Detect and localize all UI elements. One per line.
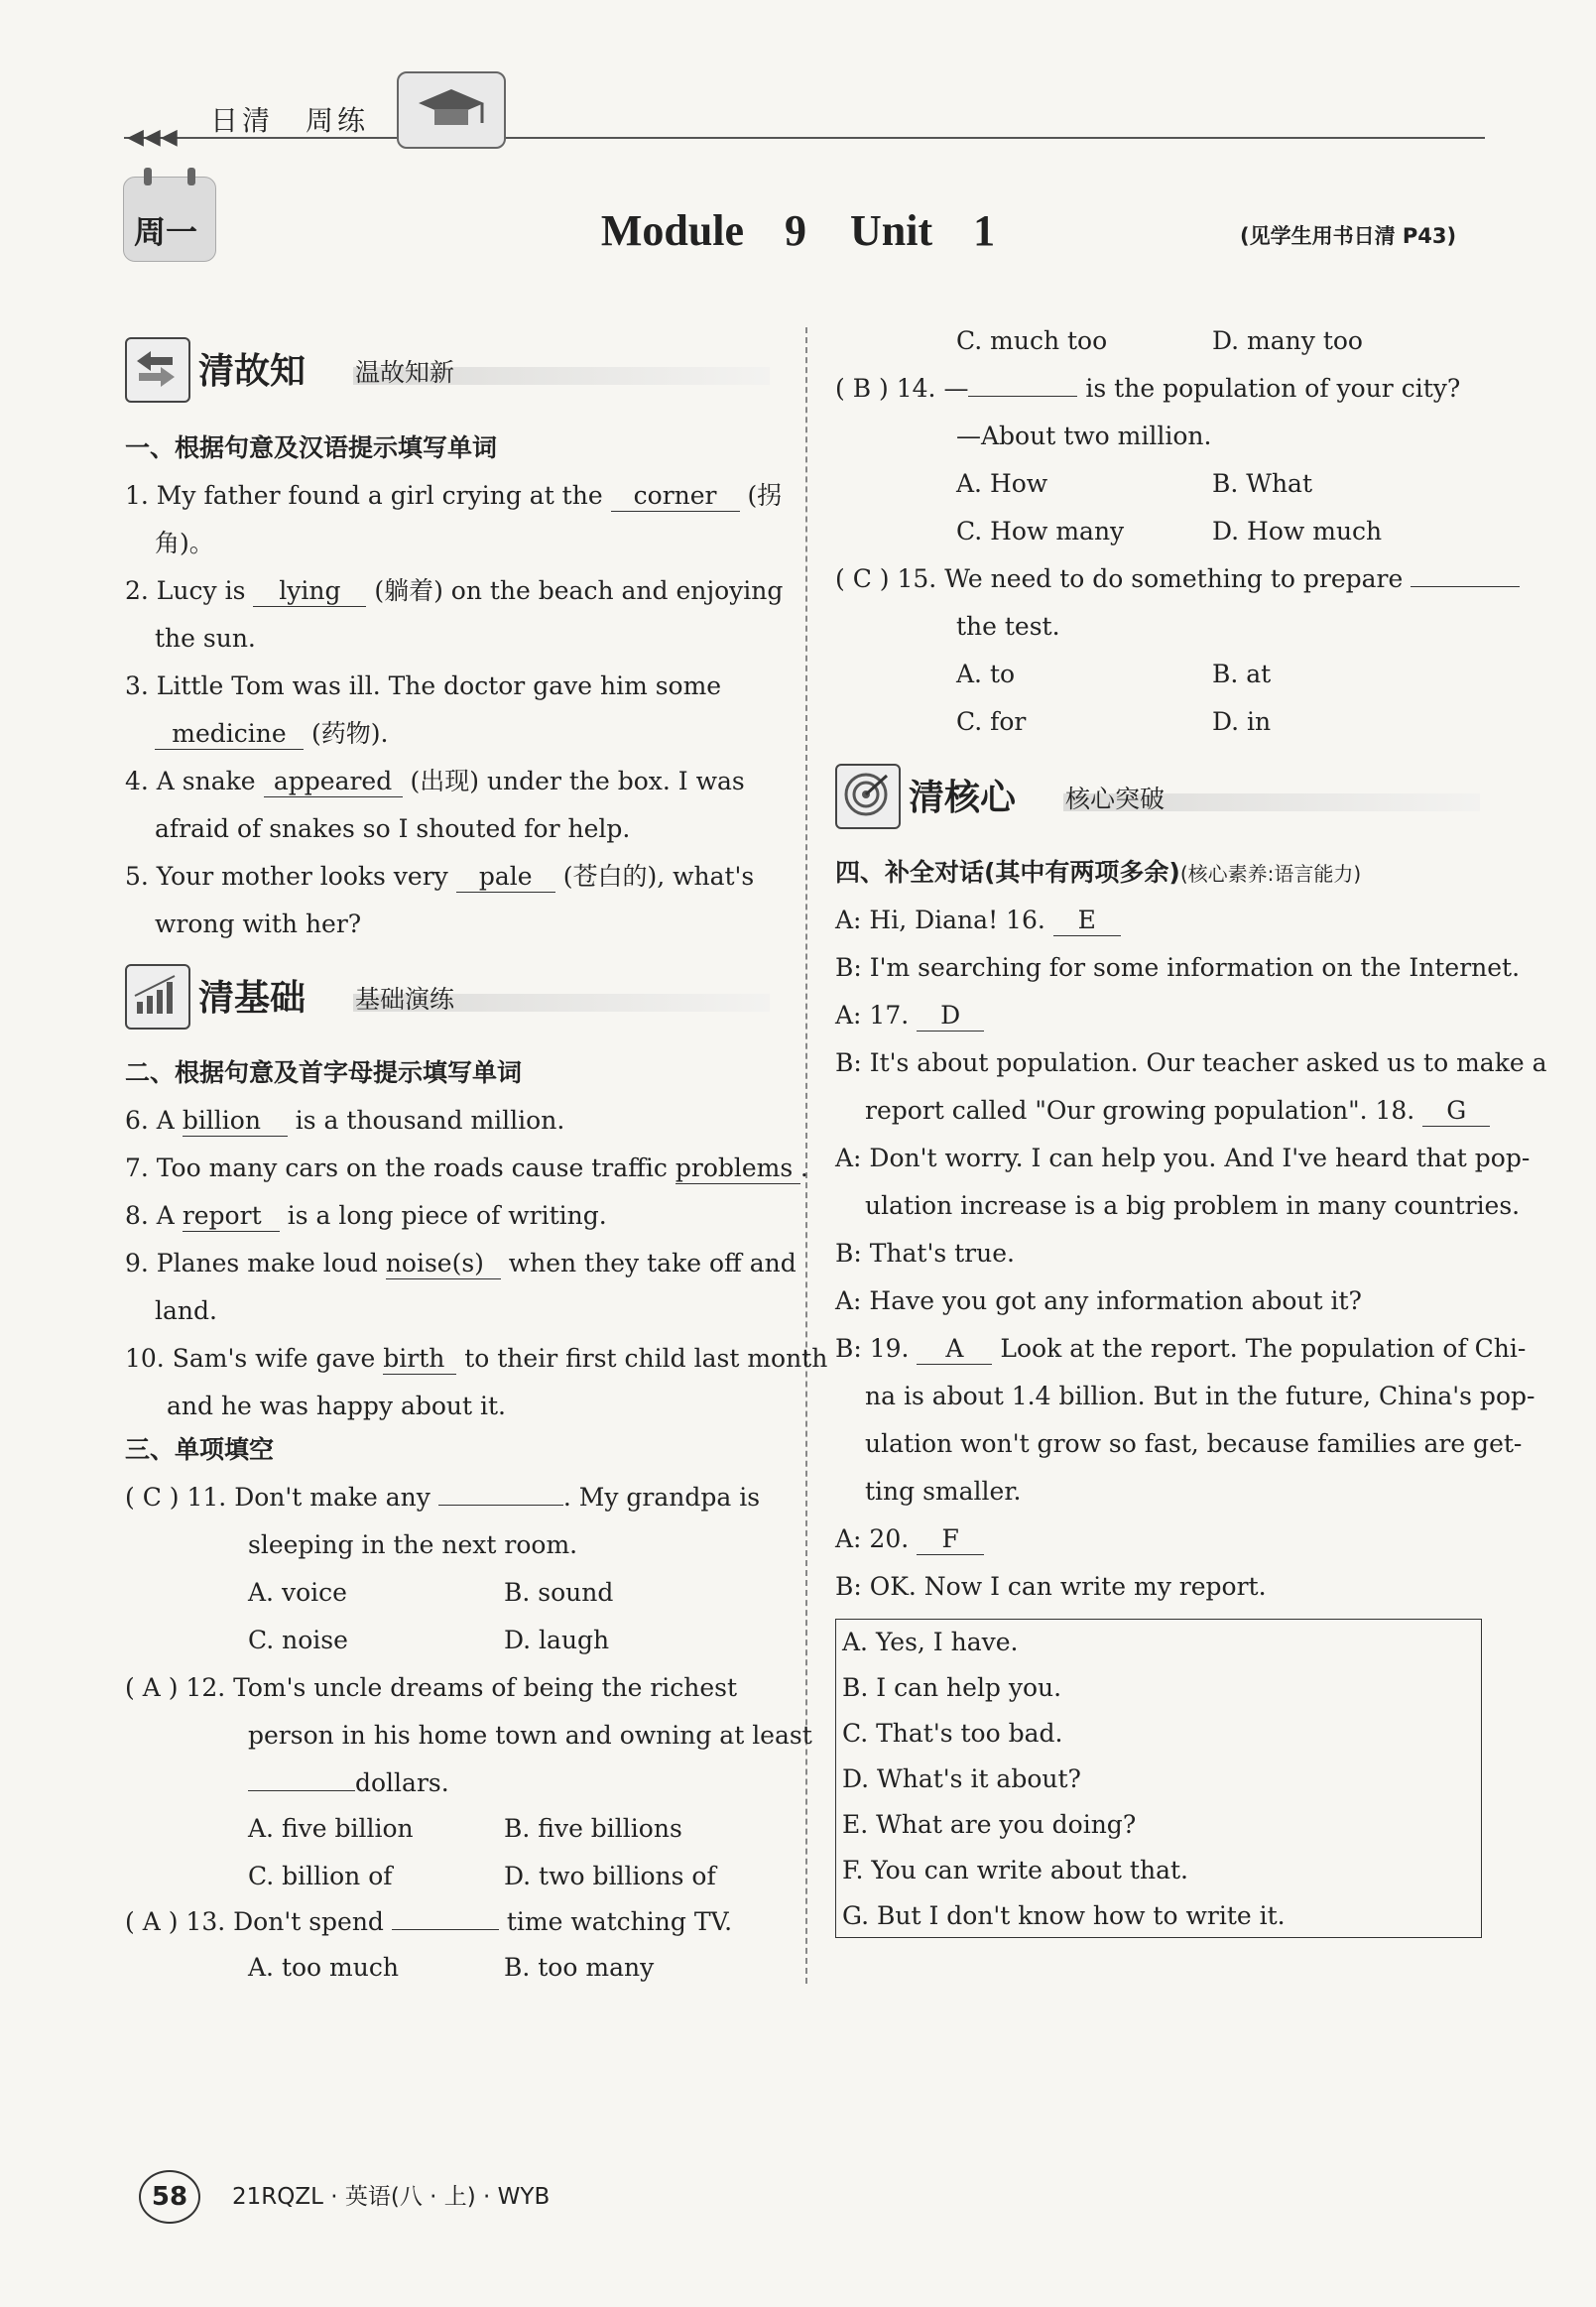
q4-hint: (出现) under the box. I was xyxy=(410,767,745,795)
q14-option-b: B. What xyxy=(1212,469,1313,498)
section-header-basics xyxy=(125,964,799,1026)
q7-text: 7. Too many cars on the roads cause traffic xyxy=(125,1154,668,1182)
dialogue-text: A: 17. xyxy=(835,1001,910,1030)
q15-stem: 15. We need to do something to prepare xyxy=(897,564,1404,593)
q12-blank xyxy=(248,1790,355,1791)
dialogue-line-9: A: Have you got any information about it? xyxy=(835,1286,1362,1315)
answer-19: A xyxy=(917,1334,992,1365)
question-15 xyxy=(835,555,1520,603)
question-8 xyxy=(125,1192,607,1240)
question-3: 3. Little Tom was ill. The doctor gave him some xyxy=(125,671,722,700)
question-1 xyxy=(125,472,782,520)
dialogue-line-10 xyxy=(835,1325,1526,1373)
page-number: 58 xyxy=(139,2170,200,2224)
dialogue-line-6: A: Don't worry. I can help you. And I've heard that pop- xyxy=(835,1144,1531,1172)
q5-hint: (苍白的), what's xyxy=(562,862,755,891)
dialogue-line-11: na is about 1.4 billion. But in the future, China's pop- xyxy=(865,1382,1535,1410)
q6-text: 6. A xyxy=(125,1106,175,1135)
q10-continued: and he was happy about it. xyxy=(167,1392,507,1420)
section-sub-label: 温故知新 xyxy=(355,358,455,387)
q10-text: 10. Sam's wife gave xyxy=(125,1344,376,1373)
q3-continued xyxy=(155,710,388,758)
q11-continued: sleeping in the next room. xyxy=(248,1530,578,1559)
q13-blank xyxy=(392,1929,499,1930)
question-6 xyxy=(125,1097,564,1145)
question-12 xyxy=(125,1664,737,1712)
option-f: F. You can write about that. xyxy=(842,1856,1188,1884)
dialogue-line-1 xyxy=(835,897,1121,944)
graduation-cap-icon xyxy=(397,71,506,149)
q5-text: 5. Your mother looks very xyxy=(125,862,448,891)
q11-blank xyxy=(438,1505,563,1506)
answer-16: E xyxy=(1053,906,1121,936)
answer-20: F xyxy=(917,1524,984,1555)
q12-option-b: B. five billions xyxy=(504,1814,682,1843)
q2-text: 2. Lucy is xyxy=(125,576,246,605)
question-5 xyxy=(125,853,754,901)
q11-stem-end: . My grandpa is xyxy=(562,1483,761,1512)
q14-option-c: C. How many xyxy=(956,517,1125,546)
bar-chart-icon xyxy=(125,964,190,1030)
q12-answer-mark: ( A ) xyxy=(125,1673,179,1702)
day-label: 周一 xyxy=(134,213,198,251)
q12-line3 xyxy=(248,1760,449,1807)
answer-18: G xyxy=(1422,1096,1490,1127)
part3-title: 三、单项填空 xyxy=(125,1435,275,1464)
option-d: D. What's it about? xyxy=(842,1764,1081,1793)
q9-answer: noise(s) xyxy=(386,1249,501,1279)
q5-answer: pale xyxy=(456,862,555,893)
q13-answer-mark: ( A ) xyxy=(125,1907,179,1936)
q1-hint: (拐 xyxy=(747,481,783,510)
q12-option-a: A. five billion xyxy=(248,1814,414,1843)
part4-title-main: 四、补全对话(其中有两项多余) xyxy=(835,858,1180,887)
q13-option-d: D. many too xyxy=(1212,326,1363,355)
section-main-label: 清故知 xyxy=(198,351,307,392)
section-sub-label: 核心突破 xyxy=(1065,785,1166,813)
arrows-swap-icon xyxy=(125,337,190,403)
q2-continued: the sun. xyxy=(155,624,256,653)
q13-option-c: C. much too xyxy=(956,326,1108,355)
q14-blank xyxy=(968,396,1077,397)
question-7 xyxy=(125,1145,808,1192)
q4-text: 4. A snake xyxy=(125,767,256,795)
dialogue-line-7: ulation increase is a big problem in many countries. xyxy=(865,1191,1521,1220)
q14-stem: 14. — xyxy=(896,374,969,403)
q13-option-b: B. too many xyxy=(504,1953,655,1982)
q15-answer-mark: ( C ) xyxy=(835,564,890,593)
q13-stem-end: time watching TV. xyxy=(506,1907,733,1936)
dialogue-line-12: ulation won't grow so fast, because families are get- xyxy=(865,1429,1523,1458)
option-g: G. But I don't know how to write it. xyxy=(842,1901,1286,1930)
option-a: A. Yes, I have. xyxy=(842,1628,1019,1656)
q9-continued: land. xyxy=(155,1296,217,1325)
part4-title xyxy=(835,849,1361,898)
q15-blank xyxy=(1411,586,1520,587)
question-14 xyxy=(835,365,1460,413)
q10-answer: birth xyxy=(383,1344,456,1375)
dialogue-line-13: ting smaller. xyxy=(865,1477,1022,1506)
q7-answer: problems xyxy=(675,1154,800,1184)
q15-option-b: B. at xyxy=(1212,660,1272,688)
q12-option-d: D. two billions of xyxy=(504,1862,716,1890)
dialogue-line-4: B: It's about population. Our teacher asked us to make a xyxy=(835,1048,1547,1077)
question-2 xyxy=(125,567,783,615)
q3-answer: medicine xyxy=(155,719,304,750)
q9-text-end: when they take off and xyxy=(508,1249,797,1277)
q1-answer: corner xyxy=(611,481,740,512)
q12-stem-end: dollars. xyxy=(355,1768,449,1797)
section-header-review xyxy=(125,337,799,399)
q3-hint: (药物). xyxy=(310,719,389,748)
dialogue-text: report called "Our growing population". 18. xyxy=(865,1096,1415,1125)
q11-option-c: C. noise xyxy=(248,1626,348,1654)
q10-text-end: to their first child last month xyxy=(464,1344,828,1373)
q14-option-d: D. How much xyxy=(1212,517,1383,546)
part4-title-note: (核心素养:语言能力) xyxy=(1179,862,1362,886)
part1-title: 一、根据句意及汉语提示填写单词 xyxy=(125,433,498,462)
q1-text: 1. My father found a girl crying at the xyxy=(125,481,603,510)
dialogue-line-15: B: OK. Now I can write my report. xyxy=(835,1572,1267,1601)
q5-continued: wrong with her? xyxy=(155,910,362,938)
q1-continued: 角)。 xyxy=(155,529,214,557)
dialogue-line-5 xyxy=(865,1087,1490,1135)
target-icon xyxy=(835,764,901,829)
title-reference: (见学生用书日清 P43) xyxy=(1240,224,1457,248)
section-main-label: 清基础 xyxy=(198,978,307,1019)
q2-answer: lying xyxy=(253,576,366,607)
section-header-core xyxy=(835,764,1480,825)
q6-answer: billion xyxy=(183,1106,288,1137)
question-11 xyxy=(125,1474,760,1521)
q14-continued: —About two million. xyxy=(956,422,1212,450)
q4-answer: appeared xyxy=(264,767,403,797)
q12-stem: 12. Tom's uncle dreams of being the richest xyxy=(185,1673,738,1702)
question-13 xyxy=(125,1898,732,1946)
dialogue-text: B: 19. xyxy=(835,1334,910,1363)
dialogue-line-2: B: I'm searching for some information on the Internet. xyxy=(835,953,1521,982)
q11-option-a: A. voice xyxy=(248,1578,347,1607)
dialogue-line-8: B: That's true. xyxy=(835,1239,1015,1268)
question-9 xyxy=(125,1240,797,1287)
q14-answer-mark: ( B ) xyxy=(835,374,889,403)
q14-option-a: A. How xyxy=(956,469,1048,498)
q2-hint: (躺着) on the beach and enjoying xyxy=(374,576,784,605)
q12-option-c: C. billion of xyxy=(248,1862,393,1890)
question-10 xyxy=(125,1335,827,1383)
q11-stem: 11. Don't make any xyxy=(186,1483,430,1512)
dialogue-line-3 xyxy=(835,992,984,1039)
q4-continued: afraid of snakes so I shouted for help. xyxy=(155,814,631,843)
q8-text: 8. A xyxy=(125,1201,175,1230)
q13-option-a: A. too much xyxy=(248,1953,399,1982)
dialogue-line-14 xyxy=(835,1516,984,1563)
q15-option-d: D. in xyxy=(1212,707,1272,736)
page-title: Module 9 Unit 1 xyxy=(600,206,996,255)
q14-stem-end: is the population of your city? xyxy=(1085,374,1461,403)
book-code: 21RQZL · 英语(八 · 上) · WYB xyxy=(232,2184,551,2210)
section-main-label: 清核心 xyxy=(909,778,1017,818)
q11-option-d: D. laugh xyxy=(504,1626,610,1654)
part2-title: 二、根据句意及首字母提示填写单词 xyxy=(125,1058,523,1087)
q9-text: 9. Planes make loud xyxy=(125,1249,378,1277)
q6-text-end: is a thousand million. xyxy=(295,1106,565,1135)
q11-answer-mark: ( C ) xyxy=(125,1483,180,1512)
answer-17: D xyxy=(917,1001,984,1032)
header-series: 日清 周练 xyxy=(210,104,370,137)
question-4 xyxy=(125,758,745,805)
q8-text-end: is a long piece of writing. xyxy=(287,1201,607,1230)
option-c: C. That's too bad. xyxy=(842,1719,1063,1748)
option-e: E. What are you doing? xyxy=(842,1810,1137,1839)
arrows-icon: ◀◀◀ xyxy=(127,125,178,150)
section-sub-label: 基础演练 xyxy=(355,985,455,1014)
q15-option-a: A. to xyxy=(956,660,1016,688)
q11-option-b: B. sound xyxy=(504,1578,614,1607)
q7-text-end: . xyxy=(799,1154,808,1182)
option-b: B. I can help you. xyxy=(842,1673,1062,1702)
q8-answer: report xyxy=(183,1201,280,1232)
dialogue-text: A: Hi, Diana! 16. xyxy=(835,906,1045,934)
options-box xyxy=(835,1619,1482,1938)
dialogue-text: A: 20. xyxy=(835,1524,910,1553)
q12-continued: person in his home town and owning at least xyxy=(248,1721,812,1750)
q15-option-c: C. for xyxy=(956,707,1027,736)
q13-stem: 13. Don't spend xyxy=(185,1907,384,1936)
q15-continued: the test. xyxy=(956,612,1060,641)
dialogue-text-end: Look at the report. The population of Chi- xyxy=(1000,1334,1527,1363)
